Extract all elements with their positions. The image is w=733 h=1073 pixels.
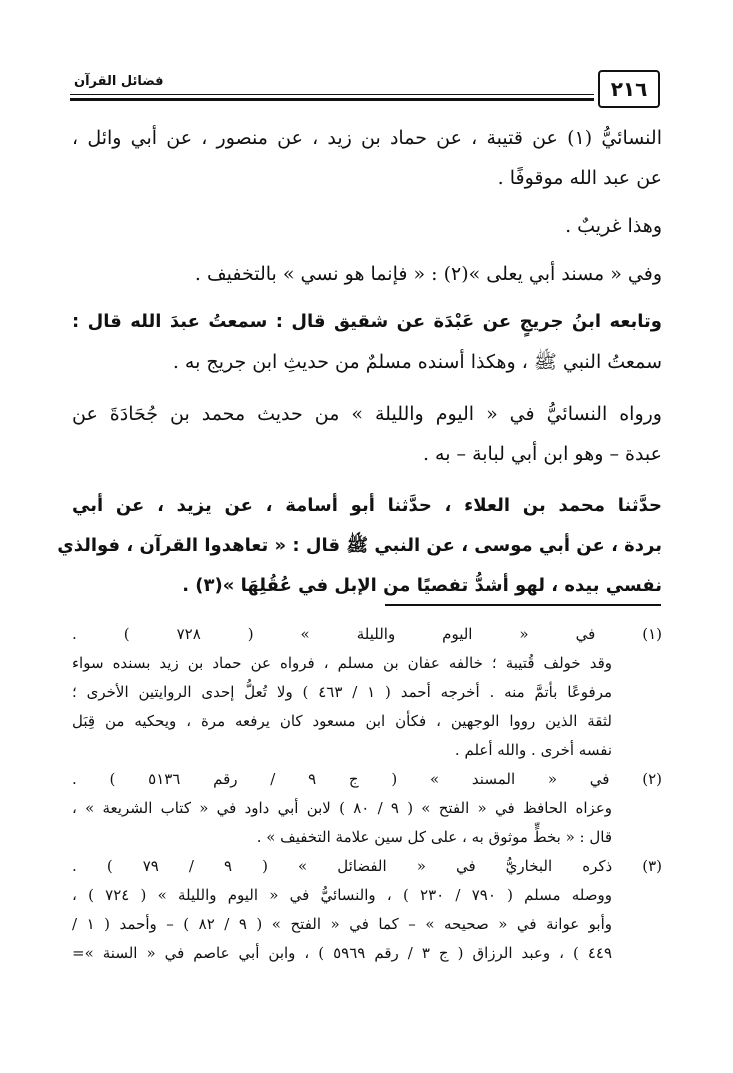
text-line: النسائيُّ (١) عن قتيبة ، عن حماد بن زيد ، عن منصور ، عن أبي وائل ، [72, 127, 662, 149]
main-text [57, 118, 662, 606]
text-line: وتابعه ابنُ جريجٍ عن عَبْدَة عن شقيق قال : سمعتُ عبدَ الله قال : [72, 311, 662, 332]
footnote-line: مرفوعًا بأتمَّ منه . أخرجه أحمد ( ١ / ٤٦٣ ) ولا تُعلُّ إحدى الروايتين الأخرى ؛ [72, 683, 613, 701]
footnote-line: لثقة الذين رووا الوجهين ، فكأن ابن مسعود كان يرفعه مرة ، ويحكيه من قِبَل [72, 712, 612, 730]
header-rule-thick [70, 98, 594, 101]
footnote-line: وعزاه الحافظ في « الفتح » ( ٩ / ٨٠ ) لابن أبي داود في « كتاب الشريعة » ، [72, 799, 613, 817]
footnote-line: وقد خولف قُتيبة ؛ خالفه عفان بن مسلم ، فرواه عن حماد بن زيد بسنده سواء [72, 654, 612, 672]
text-line: وهذا غريبٌ . [565, 215, 662, 237]
text-line: سمعتُ النبي ﷺ ، وهكذا أسنده مسلمٌ من حديثِ ابن جريج به . [172, 351, 662, 373]
page-header [70, 68, 660, 108]
footnote-separator [385, 604, 661, 606]
text-line: نفسي بيده ، لهو أشدُّ تفصيًا من الإبل في عُقُلِهَا »(٣) . [182, 575, 662, 596]
text-line: عبدة – وهو ابن أبي لبابة – به . [422, 443, 662, 465]
book-title: فضائل القرآن [74, 74, 164, 89]
footnote-line: (٢) في « المسند » ( ج ٩ / رقم ٥١٣٦ ) . [72, 770, 663, 788]
footnote-line: وأبو عوانة في « صحيحه » – كما في « الفتح » ( ٩ / ٨٢ ) – وأحمد ( ١ / [72, 915, 613, 933]
text-line: وفي « مسند أبي يعلى »(٢) : « فإنما هو نسي » بالتخفيف . [194, 263, 662, 285]
text-line: عن عبد الله موقوفًا . [497, 167, 662, 189]
page-number: ٢١٦ [598, 70, 660, 108]
footnote-line: ٤٤٩ ) ، وعبد الرزاق ( ج ٣ / رقم ٥٩٦٩ ) ، وابن أبي عاصم في « السنة »= [72, 944, 612, 962]
footnote-line: قال : « بخطٍّ موثوق به ، على كل سين علامة التخفيف » . [256, 828, 612, 846]
footnotes [72, 620, 662, 968]
header-rule [70, 94, 594, 95]
footnote-line: (١) في « اليوم والليلة » ( ٧٢٨ ) . [72, 625, 663, 643]
text-line: بردة ، عن أبي موسى ، عن النبي ﷺ قال : « تعاهدوا القرآن ، فوالذي [57, 535, 662, 556]
text-line: ورواه النسائيُّ في « اليوم والليلة » من حديث محمد بن جُحَادَةَ عن [72, 403, 662, 425]
footnote-line: نفسه أخرى . والله أعلم . [454, 741, 612, 759]
text-line: حدَّثنا محمد بن العلاء ، حدَّثنا أبو أسامة ، عن يزيد ، عن أبي [72, 495, 662, 516]
footnote-line: ووصله مسلم ( ٧٩٠ / ٢٣٠ ) ، والنسائيُّ في « اليوم والليلة » ( ٧٢٤ ) ، [72, 886, 612, 904]
footnote-line: (٣) ذكره البخاريُّ في « الفضائل » ( ٩ / ٧٩ ) . [72, 857, 662, 875]
